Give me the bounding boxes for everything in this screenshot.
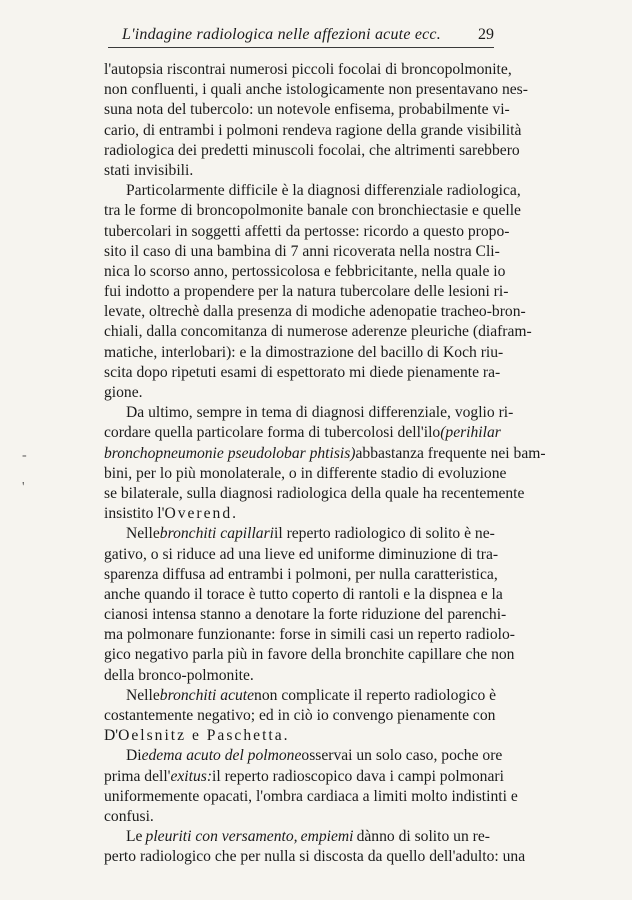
text-run: cordare quella particolare forma di tubercolosi dell'ilo bbox=[104, 424, 441, 442]
text-line: se bilaterale, sulla diagnosi radiologica della quale ha recentemente bbox=[104, 484, 525, 502]
text-run: abbastanza frequente nei bam- bbox=[355, 444, 546, 462]
page-header bbox=[108, 24, 494, 46]
text-run: non complicate il reperto radiologico è bbox=[254, 686, 497, 704]
text-run: il reperto radiologico di solito è ne- bbox=[274, 525, 495, 543]
author-names: Oelsnitz e Paschetta. bbox=[118, 727, 290, 745]
text-line: sito il caso di una bambina di 7 anni ricoverata nella nostra Cli- bbox=[104, 242, 500, 260]
text-run: Nelle bbox=[126, 686, 160, 704]
text-line bbox=[104, 444, 546, 464]
italic-phrase: edema acuto del polmone bbox=[141, 747, 302, 765]
text-line: costantemente negativo; ed in ciò io convengo pienamente con bbox=[104, 707, 496, 724]
text-line: stati invisibili. bbox=[104, 161, 194, 179]
text-line: anche quando il torace è tutto coperto di rantoli e la dispnea e la bbox=[104, 585, 503, 603]
text-line: ma polmonare funzionante: forse in simili casi un reperto radiolo- bbox=[104, 626, 515, 644]
text-line: della bronco-polmonite. bbox=[104, 666, 254, 684]
text-line: nica lo scorso anno, pertossicolosa e febbricitante, nella quale io bbox=[104, 262, 506, 280]
text-line: non confluenti, i quali anche istologicamente non presentavano nes- bbox=[104, 81, 528, 99]
text-line: tra le forme di broncopolmonite banale con bronchiectasie e quelle bbox=[104, 202, 521, 220]
text-line bbox=[104, 504, 490, 524]
text-run: Nelle bbox=[126, 525, 160, 543]
text-line bbox=[104, 827, 490, 847]
italic-phrase: (perihilar bbox=[440, 424, 501, 442]
author-name: Overend. bbox=[164, 505, 239, 523]
text-line: perto radiologico che per nulla si discosta da quello dell'adulto: una bbox=[104, 848, 526, 866]
text-line bbox=[104, 726, 490, 746]
text-line: cario, di entrambi i polmoni rendeva ragione della grande visibilità bbox=[104, 121, 522, 139]
text-line: gico negativo parla più in favore della bronchite capillare che non bbox=[104, 646, 515, 664]
text-run: Le bbox=[126, 828, 143, 846]
text-line: cianosi intensa stanno a denotare la forte riduzione del parenchi- bbox=[104, 606, 507, 624]
text-line: confusi. bbox=[104, 807, 154, 825]
text-line: bini, per lo più monolaterale, o in differente stadio di evoluzione bbox=[104, 464, 507, 482]
text-run: il reperto radioscopico dava i campi polmonari bbox=[212, 767, 504, 785]
italic-phrase: exitus: bbox=[170, 767, 213, 785]
text-run: Di bbox=[126, 747, 142, 765]
text-run: insistito l' bbox=[104, 505, 165, 523]
italic-phrase: empiemi bbox=[300, 828, 354, 846]
margin-mark: ' bbox=[22, 480, 25, 495]
text-line bbox=[104, 767, 504, 787]
text-line: gativo, o si riduce ad una lieve ed uniforme diminuzione di tra- bbox=[104, 545, 499, 563]
body-text bbox=[104, 60, 546, 868]
text-line: gione. bbox=[104, 384, 143, 401]
text-line: levate, oltrechè dalla presenza di modiche adenopatie tracheo-bron- bbox=[104, 303, 526, 321]
margin-mark: - bbox=[22, 448, 27, 463]
text-line bbox=[104, 686, 497, 706]
text-line: suna nota del tubercolo: un notevole enfisema, probabilmente vi- bbox=[104, 101, 510, 119]
text-run: dànno di solito un re- bbox=[356, 828, 490, 846]
running-head: L'indagine radiologica nelle affezioni acute ecc. bbox=[122, 26, 441, 43]
italic-phrase: bronchiti acute bbox=[159, 686, 255, 704]
italic-phrase: bronchopneumonie pseudolobar phtisis) bbox=[104, 444, 356, 462]
text-line: Particolarmente difficile è la diagnosi differenziale radiologica, bbox=[126, 182, 521, 200]
italic-phrase: pleuriti con versamento, bbox=[145, 828, 298, 846]
text-run: D' bbox=[104, 727, 119, 745]
text-line bbox=[104, 746, 503, 766]
text-line bbox=[104, 524, 495, 544]
italic-phrase: bronchiti capillari bbox=[159, 525, 274, 543]
header-rule bbox=[108, 47, 494, 48]
text-line: l'autopsia riscontrai numerosi piccoli focolai di broncopolmonite, bbox=[104, 61, 512, 78]
text-run: osservai un solo caso, poche ore bbox=[301, 747, 503, 765]
text-line: matiche, interlobari): e la dimostrazione del bacillo di Koch riu- bbox=[104, 343, 504, 361]
text-run: prima dell' bbox=[104, 767, 171, 785]
text-line: tubercolari in soggetti affetti da pertosse: ricordo a questo propo- bbox=[104, 222, 510, 240]
page-number: 29 bbox=[478, 26, 494, 43]
text-line: scita dopo ripetuti esami di espettorato mi diede pienamente ra- bbox=[104, 363, 501, 381]
text-line: sparenza diffusa ad entrambi i polmoni, per nulla caratteristica, bbox=[104, 565, 498, 583]
text-line: chiali, dalla concomitanza di numerose aderenze pleuriche (diafram- bbox=[104, 323, 532, 341]
text-line: radiologica dei predetti minuscoli focolai, che altrimenti sarebbero bbox=[104, 141, 520, 159]
text-line: uniformemente opacati, l'ombra cardiaca a limiti molto indistinti e bbox=[104, 787, 518, 805]
text-line: fui indotto a propendere per la natura tubercolare delle lesioni ri- bbox=[104, 283, 509, 301]
text-line: Da ultimo, sempre in tema di diagnosi differenziale, voglio ri- bbox=[126, 404, 514, 422]
text-line bbox=[104, 423, 501, 443]
